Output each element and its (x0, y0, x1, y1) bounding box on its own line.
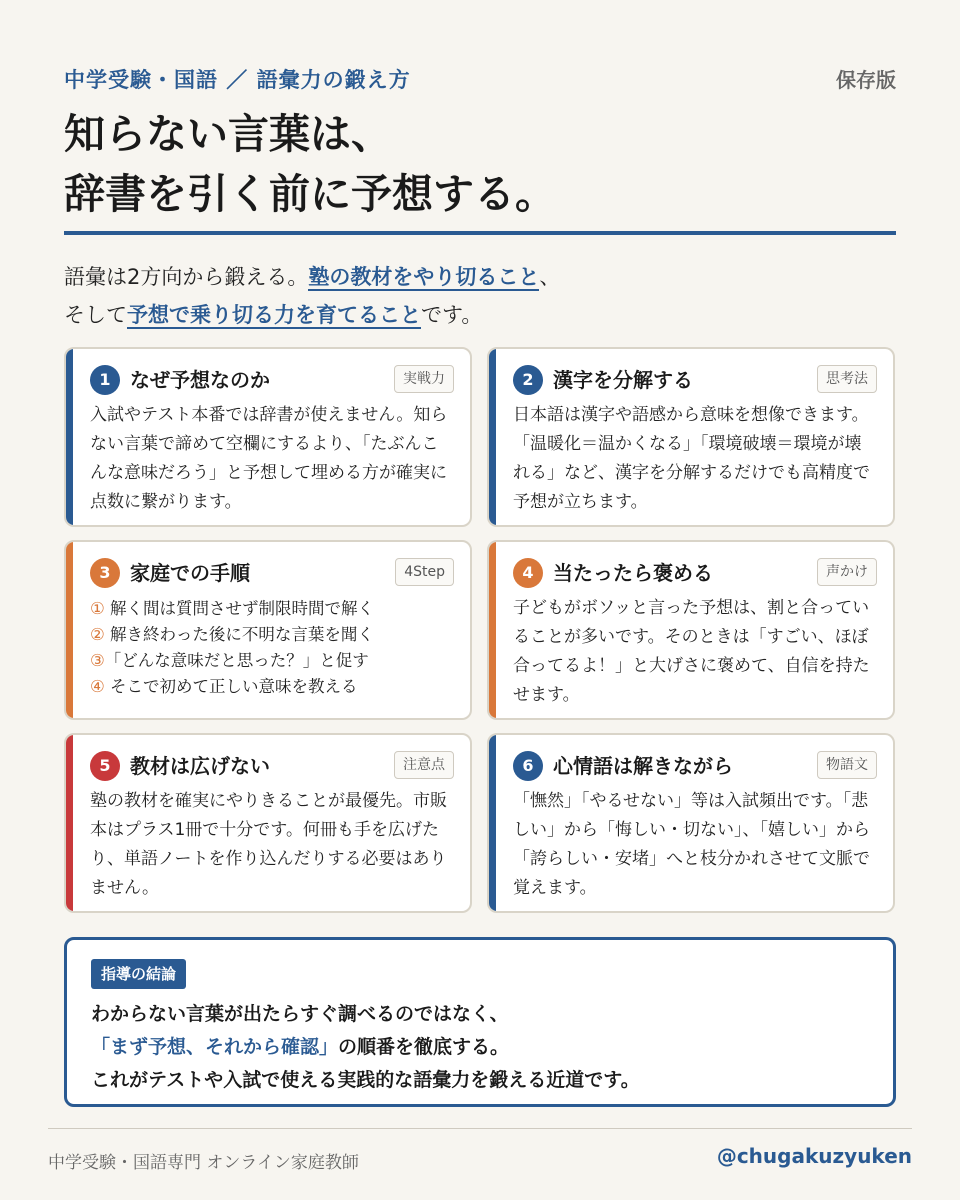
conclusion-line-2 (91, 1031, 873, 1064)
card-number-badge: 2 (513, 365, 543, 395)
header-kicker: 中学受験・国語 ／ 語彙力の鍛え方 (64, 68, 411, 92)
card-number-badge: 5 (90, 751, 120, 781)
tip-card-5 (64, 733, 472, 913)
card-tag: 物語文 (817, 751, 877, 779)
card-title: 心情語は解きながら (553, 754, 733, 778)
tip-card-4 (487, 540, 895, 720)
step-text: 解き終わった後に不明な言葉を聞く (104, 625, 374, 644)
footer-credit: 中学受験・国語専門 オンライン家庭教師 (48, 1153, 359, 1173)
conclusion-box (64, 937, 896, 1107)
conclusion-line-3: これがテストや入試で使える実践的な語彙力を鍛える近道です。 (91, 1069, 640, 1091)
lead-line-1-suffix: 、 (539, 265, 561, 289)
tip-card-2 (487, 347, 895, 527)
step-number: ③ (90, 651, 105, 670)
card-tag: 4Step (395, 558, 454, 586)
card-accent-bar (489, 735, 496, 911)
list-item (90, 622, 452, 648)
lead-line-1 (64, 258, 560, 296)
card-number-badge: 4 (513, 558, 543, 588)
card-accent-bar (66, 349, 73, 525)
step-number: ② (90, 625, 105, 644)
card-body: 「憮然」「やるせない」等は入試頻出です。「悲しい」から「悔しい・切ない」、「嬉しい」から「誇らしい・安堵」へと枝分かれさせて文脈で覚えます。 (513, 791, 870, 898)
card-title: 家庭での手順 (130, 561, 250, 585)
card-tag: 注意点 (394, 751, 454, 779)
card-tag: 思考法 (817, 365, 877, 393)
conclusion-line-1: わからない言葉が出たらすぐ調べるのではなく、 (91, 1003, 509, 1025)
list-item (90, 596, 452, 622)
card-tag: 声かけ (817, 558, 877, 586)
card-body: 子どもがボソッと言った予想は、割と合っていることが多いです。そのときは「すごい、ほぼ合ってるよ！」と大げさに褒めて、自信を持たせます。 (513, 598, 870, 705)
card-title: 漢字を分解する (553, 368, 693, 392)
lead-emphasis-2: 予想で乗り切る力を育てること (127, 303, 421, 327)
step-text: そこで初めて正しい意味を教える (104, 677, 358, 696)
conclusion-emphasis: 「まず予想、それから確認」 (91, 1036, 339, 1058)
lead-line-1-prefix: 語彙は2方向から鍛える。 (64, 265, 309, 289)
lead-text (64, 258, 560, 334)
card-title: 当たったら褒める (553, 561, 713, 585)
card-tag: 実戦力 (394, 365, 454, 393)
conclusion-badge: 指導の結論 (91, 959, 186, 989)
card-body: 塾の教材を確実にやりきることが最優先。市販本はプラス1冊で十分です。何冊も手を広げたり、単語ノートを作り込んだりする必要はありません。 (90, 791, 447, 898)
card-title: なぜ予想なのか (130, 368, 270, 392)
step-text: 解く間は質問させず制限時間で解く (104, 599, 375, 618)
card-number-badge: 6 (513, 751, 543, 781)
step-number: ① (90, 599, 105, 618)
card-accent-bar (489, 542, 496, 718)
page-title (64, 104, 556, 224)
lead-line-2 (64, 296, 560, 334)
card-number-badge: 3 (90, 558, 120, 588)
list-item (90, 648, 452, 674)
card-number-badge: 1 (90, 365, 120, 395)
step-text: 「どんな意味だと思った？」と促す (104, 651, 369, 670)
conclusion-text (91, 998, 873, 1097)
footer-handle: @chugakuzyuken (716, 1144, 912, 1168)
card-accent-bar (489, 349, 496, 525)
footer-divider (48, 1128, 912, 1129)
tip-card-6 (487, 733, 895, 913)
conclusion-line-2-suffix: の順番を徹底する。 (338, 1036, 510, 1058)
lead-line-2-suffix: です。 (421, 303, 483, 327)
lead-emphasis-1: 塾の教材をやり切ること (308, 265, 540, 289)
title-line-1: 知らない言葉は、 (64, 110, 392, 158)
list-item (90, 674, 452, 700)
step-number: ④ (90, 677, 105, 696)
card-accent-bar (66, 735, 73, 911)
card-body: 入試やテスト本番では辞書が使えません。知らない言葉で諦めて空欄にするより、「たぶんこんな意味だろう」と予想して埋める方が確実に点数に繋がります。 (90, 405, 448, 512)
save-label: 保存版 (836, 68, 896, 92)
card-step-list (90, 596, 452, 700)
tip-card-1 (64, 347, 472, 527)
title-divider (64, 231, 896, 235)
card-body: 日本語は漢字や語感から意味を想像できます。「温暖化＝温かくなる」「環境破壊＝環境が壊れる」など、漢字を分解するだけでも高精度で予想が立ちます。 (513, 405, 870, 512)
lead-line-2-prefix: そして (64, 303, 127, 327)
title-line-2: 辞書を引く前に予想する。 (64, 170, 556, 218)
card-title: 教材は広げない (130, 754, 270, 778)
card-accent-bar (66, 542, 73, 718)
tip-card-3 (64, 540, 472, 720)
